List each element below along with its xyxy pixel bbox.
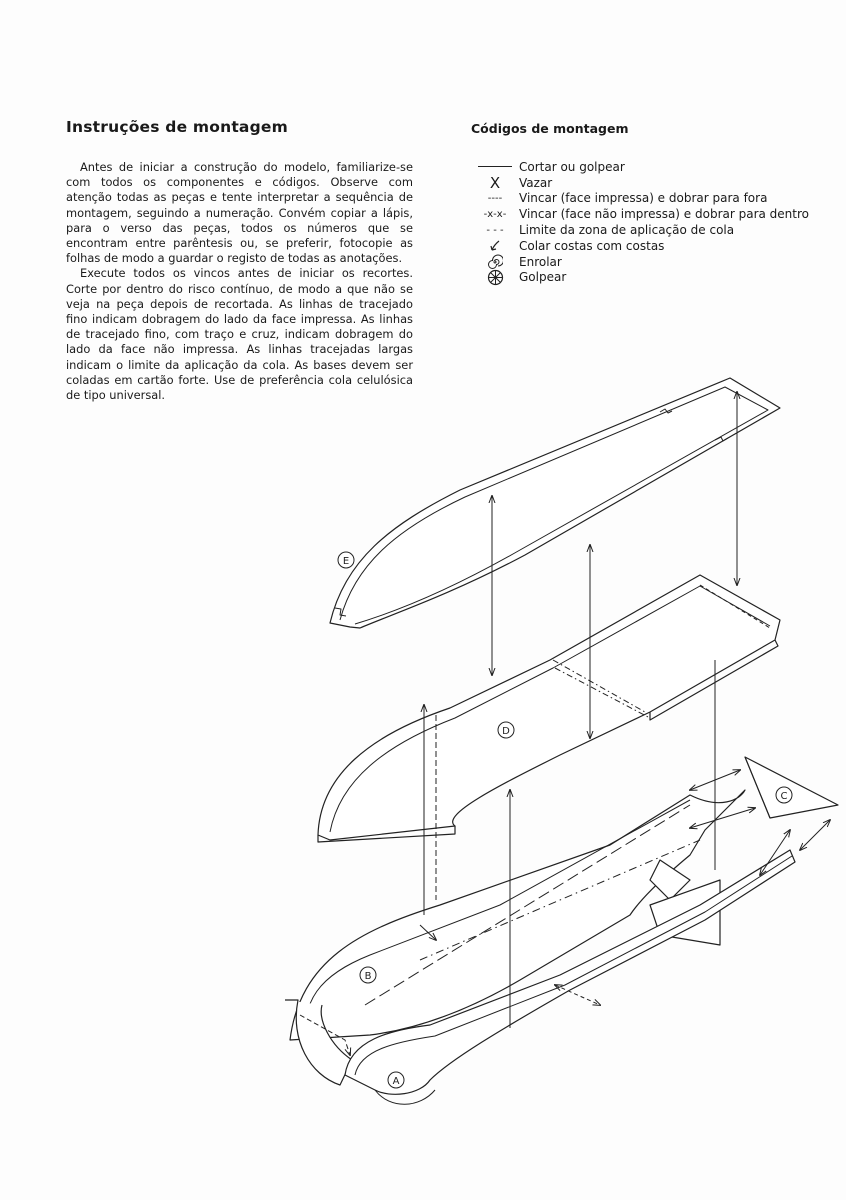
code-label: Cortar ou golpear — [519, 159, 625, 174]
part-label-a: A — [392, 1076, 400, 1087]
code-label: Enrolar — [519, 254, 562, 269]
part-c-bow-piece — [745, 757, 838, 818]
code-label: Vazar — [519, 175, 553, 190]
wide-dash-icon: - - - — [486, 224, 504, 236]
part-label-e: E — [342, 556, 350, 567]
part-label-b: B — [364, 971, 372, 982]
instructions-paragraph-1: Antes de iniciar a construção do modelo, familiarize-se com todos os componentes e códigos. Observe com atenção todas as peças e tente interpretar a sequência de montagem, seguindo a numeração. Convém copiar a lápis, para o verso das peças, todos os números que se encontram entre parêntesis ou, se preferir, fotocopie as folhas de modo a guardar o registo de todas as anotações. — [66, 160, 413, 266]
codes-title: Códigos de montagem — [471, 121, 629, 136]
cross-dash-icon: -x-x- — [483, 208, 507, 220]
part-label-d: D — [502, 726, 510, 737]
part-label-c: C — [780, 791, 788, 802]
code-label: Golpear — [519, 270, 567, 285]
code-label: Limite da zona de aplicação de cola — [519, 223, 735, 238]
instructions-paragraph-2: Execute todos os vincos antes de iniciar os recortes. Corte por dentro do risco contínuo, de modo a que não se veja na peça depois de recortada. As linhas de tracejado fino indicam dobragem do lado da face impressa. As linhas de tracejado fino, com traço e cruz, indicam dobragem do lado da face não impressa. As linhas tracejadas largas indicam o limite da aplicação da cola. As bases devem ser coladas em cartão forte. Use de preferência cola celulósica de tipo universal. — [66, 266, 413, 403]
code-label: Colar costas com costas — [519, 238, 665, 253]
code-label: Vincar (face não impressa) e dobrar para dentro — [519, 207, 810, 222]
code-label: Vincar (face impressa) e dobrar para fora — [519, 191, 768, 206]
dashed-line-icon: ---- — [487, 192, 503, 204]
instructions-title: Instruções de montagem — [66, 118, 288, 136]
x-icon: X — [489, 173, 501, 192]
